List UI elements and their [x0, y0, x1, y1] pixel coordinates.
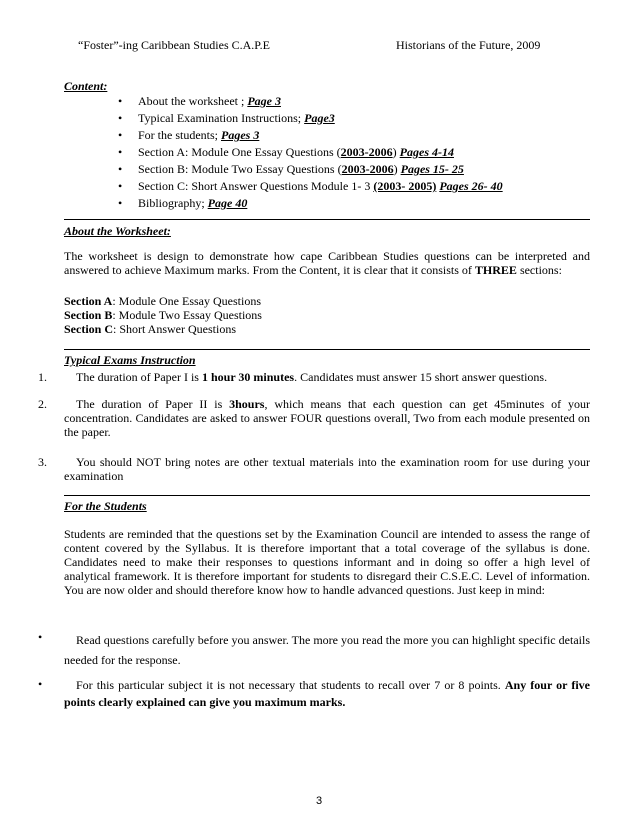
instruction-text: You should NOT bring notes are other textual materials into the examination room for use during your examination	[64, 455, 590, 483]
page-number: 3	[315, 795, 323, 807]
toc-text: About the worksheet ;	[138, 94, 248, 108]
toc-text: Bibliography;	[138, 196, 208, 210]
toc-close: )	[393, 162, 401, 176]
about-title: About the Worksheet:	[64, 224, 171, 238]
toc-item-instructions	[118, 111, 598, 128]
students-bullet-2	[64, 677, 590, 711]
section-text: : Short Answer Questions	[113, 322, 236, 336]
toc-item-section-a	[118, 145, 598, 162]
bullet-icon: •	[118, 196, 123, 210]
toc-text: For the students;	[138, 128, 221, 142]
toc-text: Section B: Module Two Essay Questions (	[138, 162, 342, 176]
bullet-icon: •	[118, 162, 123, 176]
instruction-text-end: , which means that each question can get 45minutes of your concentration. Candidates are asked to answer FOUR questions overall, Two from each module presented on the paper.	[64, 397, 590, 439]
bullet-bold: Any four or five points clearly explained can give you maximum marks.	[64, 678, 591, 709]
toc-item-about	[118, 94, 598, 111]
toc-page: Page3	[304, 111, 335, 125]
toc-page: Pages 4-14	[399, 145, 454, 159]
header-right: Historians of the Future, 2009	[396, 38, 541, 52]
toc-text: Section A: Module One Essay Questions (	[138, 145, 341, 159]
toc-years: 2003-2006	[340, 145, 393, 159]
toc-close: )	[392, 145, 400, 159]
students-bullet-1	[64, 630, 590, 670]
toc-years: (2003- 2005)	[373, 179, 437, 193]
bullet-icon: •	[118, 111, 123, 125]
instruction-text: The duration of Paper I is	[76, 370, 202, 384]
bullet-icon: •	[118, 94, 123, 108]
bullet-text: Read questions carefully before you answer. The more you read the more you can highlight specific details needed for the response.	[64, 633, 590, 667]
toc-page: Pages 15- 25	[400, 162, 464, 176]
section-text: : Module Two Essay Questions	[112, 308, 262, 322]
instructions-title: Typical Exams Instruction	[64, 353, 196, 367]
section-c-line	[64, 322, 262, 336]
content-title: Content:	[64, 79, 108, 93]
toc-item-section-b	[118, 162, 598, 179]
toc-page: Page 3	[247, 94, 281, 108]
section-label: Section B	[64, 308, 113, 322]
section-b-line	[64, 308, 262, 322]
instruction-bold: 3hours	[229, 397, 265, 411]
item-number: 2.	[38, 397, 47, 411]
header-left: “Foster”-ing Caribbean Studies C.A.P.E	[78, 38, 270, 52]
instruction-text-end: . Candidates must answer 15 short answer questions.	[294, 370, 548, 384]
instruction-item-3	[64, 455, 590, 483]
bullet-icon: •	[118, 179, 123, 193]
bullet-icon: •	[38, 630, 43, 644]
instruction-item-1	[64, 370, 590, 384]
divider	[64, 349, 590, 350]
section-a-line	[64, 294, 262, 308]
content-list	[118, 94, 598, 213]
item-number: 3.	[38, 455, 47, 469]
instruction-item-2	[64, 397, 590, 439]
toc-item-bibliography	[118, 196, 598, 213]
instruction-text: The duration of Paper II is	[76, 397, 230, 411]
bullet-text: For this particular subject it is not necessary that students to recall over 7 or 8 points.	[76, 678, 505, 692]
toc-text: Section C: Short Answer Questions Module 1- 3	[138, 179, 374, 193]
toc-text: Typical Examination Instructions;	[138, 111, 305, 125]
bullet-icon: •	[118, 145, 123, 159]
students-title: For the Students	[64, 499, 147, 513]
section-label: Section C	[64, 322, 113, 336]
divider	[64, 219, 590, 220]
toc-item-section-c	[118, 179, 598, 196]
section-text: : Module One Essay Questions	[112, 294, 261, 308]
section-label: Section A	[64, 294, 113, 308]
bullet-icon: •	[118, 128, 123, 142]
section-list	[64, 294, 262, 336]
toc-page: Pages 3	[221, 128, 260, 142]
about-bold: THREE	[474, 263, 517, 277]
about-text: The worksheet is design to demonstrate how cape Caribbean Studies questions can be interpreted and answered to achieve Maximum marks. From the Content, it is clear that it consists of	[64, 249, 590, 277]
about-paragraph	[64, 249, 590, 277]
toc-item-students	[118, 128, 598, 145]
instruction-bold: 1 hour 30 minutes	[201, 370, 295, 384]
students-paragraph: Students are reminded that the questions set by the Examination Council are intended to assess the range of content covered by the Syllabus. It is therefore important that a total coverage of the syllabus is done. Candidates need to make their responses to questions informant and in doing so offer a high level of analytical framework. It is therefore important for students to disregard their C.S.E.C. Level of information. You are now older and should therefore know how to handle advanced questions. Just keep in mind:	[64, 527, 590, 597]
bullet-icon: •	[38, 677, 43, 691]
toc-page: Page 40	[207, 196, 248, 210]
item-number: 1.	[38, 370, 47, 384]
toc-years: 2003-2006	[341, 162, 394, 176]
about-text-end: sections:	[516, 263, 562, 277]
toc-page: Pages 26- 40	[439, 179, 503, 193]
divider	[64, 495, 590, 496]
